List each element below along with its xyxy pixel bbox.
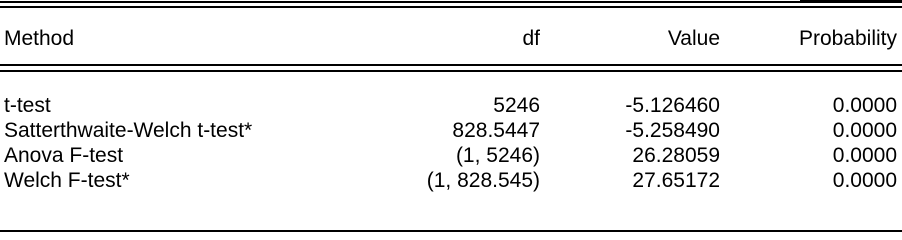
header-probability: Probability (798, 27, 897, 50)
header-rule (0, 64, 902, 66)
row-value: -5.258490 (625, 119, 720, 142)
row-probability: 0.0000 (832, 119, 897, 142)
row-value: 27.65172 (632, 169, 720, 192)
row-method: Satterthwaite-Welch t-test* (4, 119, 253, 142)
row-df: 5246 (493, 94, 540, 117)
row-probability: 0.0000 (832, 169, 897, 192)
row-value: 26.28059 (632, 144, 720, 167)
row-probability: 0.0000 (832, 94, 897, 117)
row-value: -5.126460 (625, 94, 720, 117)
row-df: (1, 828.545) (426, 169, 540, 192)
row-method: Welch F-test* (4, 169, 130, 192)
row-df: 828.5447 (452, 119, 540, 142)
top-rule-second (0, 6, 902, 8)
row-probability: 0.0000 (832, 144, 897, 167)
row-df: (1, 5246) (455, 144, 540, 167)
header-df: df (522, 27, 540, 50)
header-value: Value (667, 27, 720, 50)
row-method: t-test (4, 94, 51, 117)
top-rule (0, 1, 902, 3)
header-method: Method (4, 27, 75, 50)
row-method: Anova F-test (4, 144, 124, 167)
bottom-rule (0, 230, 902, 232)
header-rule-second (0, 70, 902, 72)
